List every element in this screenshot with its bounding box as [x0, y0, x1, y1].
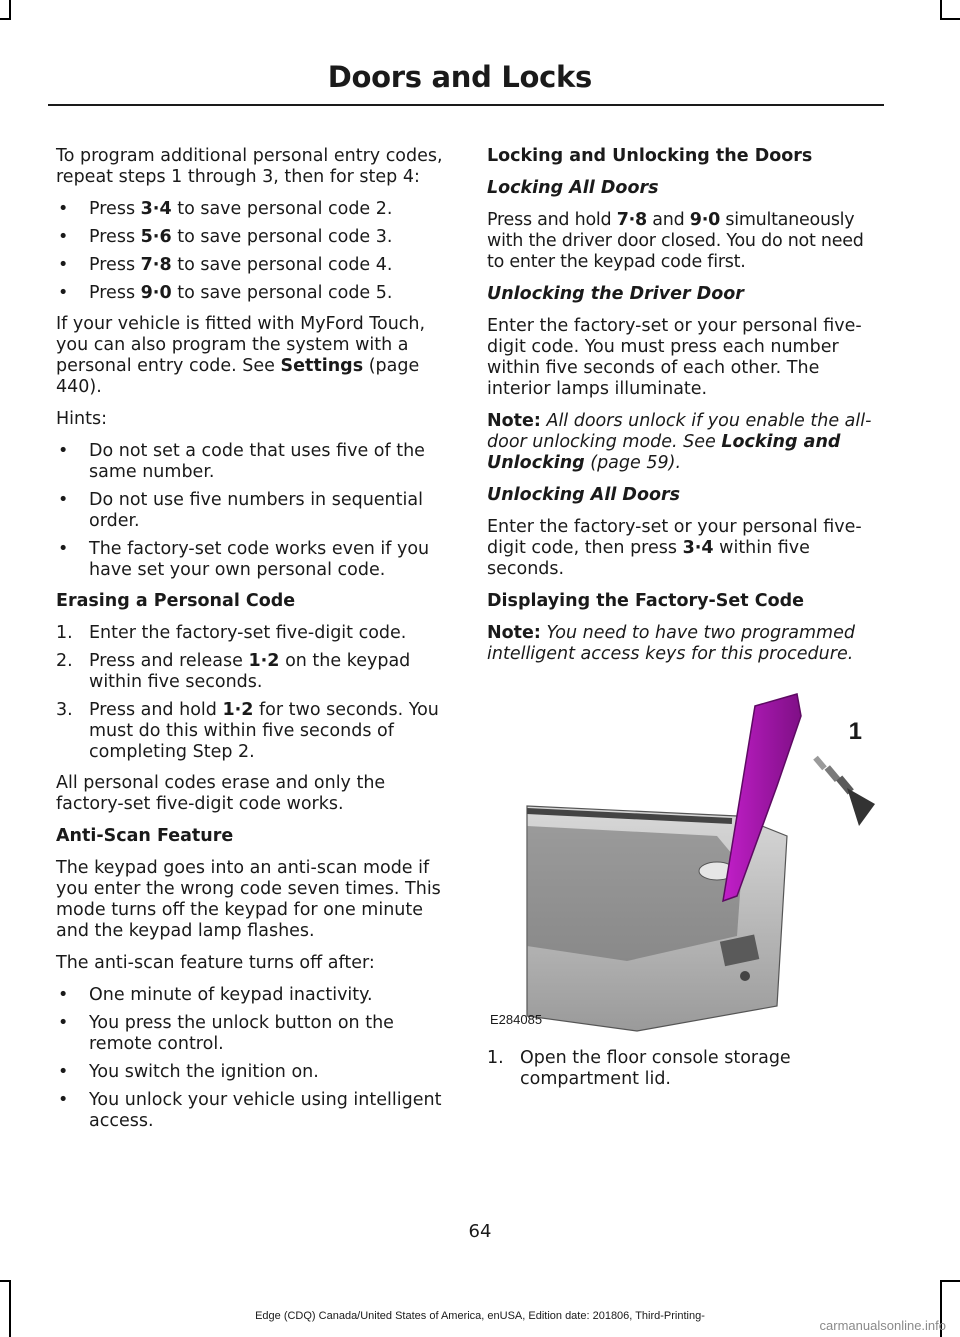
watermark: carmanualsonline.info — [819, 1318, 946, 1333]
item-text: Open the floor console storage compartment lid. — [520, 1048, 791, 1089]
step-number: 1. — [487, 1048, 504, 1068]
item-text: to save personal code 4. — [171, 255, 393, 275]
erase-heading: Erasing a Personal Code — [56, 591, 296, 611]
item-text: Press and hold — [89, 700, 223, 720]
figure-code: E284085 — [490, 1012, 543, 1027]
display-heading: Displaying the Factory-Set Code — [487, 591, 804, 611]
item-text: on the keypad within five seconds. — [89, 651, 411, 692]
header-rule — [48, 104, 884, 106]
note-2 — [487, 623, 882, 665]
key-label: 9·0 — [140, 283, 172, 303]
item-text: Do not set a code that uses five of the same number. — [89, 441, 425, 482]
bullet: • — [58, 539, 69, 559]
bullet: • — [58, 490, 69, 510]
item-text: Press — [89, 227, 141, 247]
unlock-all-text — [487, 517, 882, 580]
bullet: • — [58, 985, 69, 1005]
list-item — [56, 283, 448, 304]
list-item — [56, 227, 448, 248]
power-socket — [740, 971, 750, 981]
note-text: All doors unlock if you enable the all-door unlocking mode. See — [487, 411, 872, 452]
paragraph-text: simultaneously with the driver door closed. You do not need to enter the keypad code first. — [487, 210, 864, 272]
item-text: Press — [89, 199, 141, 219]
step-item — [487, 1048, 882, 1090]
item-text: to save personal code 2. — [171, 199, 393, 219]
key-label: 7·8 — [140, 255, 172, 275]
crop-mark-bottom-left-h — [0, 1280, 11, 1282]
list-item — [56, 441, 448, 483]
item-text: You unlock your vehicle using intelligent access. — [89, 1090, 442, 1131]
intro-text: To program additional personal entry codes, repeat steps 1 through 3, then for step 4: — [56, 146, 443, 187]
locking-unlocking-link[interactable]: Locking and Unlocking — [487, 432, 841, 473]
item-text: Press — [89, 283, 141, 303]
unlock-driver-heading: Unlocking the Driver Door — [487, 284, 744, 304]
bullet: • — [58, 1062, 69, 1082]
crop-mark-top-left-h — [0, 18, 11, 20]
paragraph-text: Press and hold — [487, 210, 617, 230]
paragraph-text: and — [646, 210, 690, 230]
antiscan-after: The anti-scan feature turns off after: — [56, 953, 375, 973]
footer-edition: Edge (CDQ) Canada/United States of America, enUSA, Edition date: 201806, Third-Printing- — [255, 1310, 705, 1322]
step-item — [56, 623, 448, 644]
key-label: 5·6 — [140, 227, 172, 247]
storage-bin — [527, 826, 742, 961]
key-label: 1·2 — [222, 700, 254, 720]
lock-all-heading: Locking All Doors — [487, 178, 659, 198]
item-text: The factory-set code works even if you have set your own personal code. — [89, 539, 430, 580]
key-label: 9·0 — [689, 210, 721, 230]
item-text: You switch the ignition on. — [89, 1062, 319, 1082]
list-item — [56, 539, 448, 581]
note-label: Note: — [487, 623, 541, 643]
bullet: • — [58, 1013, 69, 1033]
item-text: One minute of keypad inactivity. — [89, 985, 373, 1005]
page-ref: (page 440). — [56, 356, 420, 397]
page-ref: (page 59). — [584, 453, 682, 473]
key-label: 3·4 — [140, 199, 172, 219]
press-list — [56, 199, 448, 304]
right-column — [487, 146, 882, 1100]
crop-mark-top-right-h — [940, 18, 960, 20]
bullet: • — [58, 441, 69, 461]
page-title: Doors and Locks — [327, 60, 592, 94]
erase-steps — [56, 623, 448, 763]
console-lid-figure — [487, 676, 882, 1034]
step-number: 3. — [56, 700, 73, 720]
step-item — [56, 651, 448, 693]
paragraph-text: If your vehicle is fitted with MyFord Touch, you can also program the system with a personal entry code. See — [56, 314, 426, 376]
list-item — [56, 490, 448, 532]
lock-heading: Locking and Unlocking the Doors — [487, 146, 813, 166]
item-text: to save personal code 5. — [171, 283, 393, 303]
display-steps — [487, 1048, 882, 1090]
myford-paragraph — [56, 314, 448, 398]
key-label: 1·2 — [248, 651, 280, 671]
bullet: • — [58, 1090, 69, 1110]
item-text: Do not use five numbers in sequential order. — [89, 490, 423, 531]
list-item — [56, 1090, 448, 1132]
left-column — [56, 146, 448, 1142]
list-item — [56, 255, 448, 276]
crop-mark-top-right-v — [940, 0, 942, 20]
hints-label: Hints: — [56, 409, 107, 429]
list-item — [56, 1062, 448, 1083]
unlock-all-heading: Unlocking All Doors — [487, 485, 681, 505]
list-item — [56, 985, 448, 1006]
item-text: Press — [89, 255, 141, 275]
step-number: 2. — [56, 651, 73, 671]
note-text: You need to have two programmed intelligent access keys for this procedure. — [487, 623, 855, 664]
console-illustration — [487, 676, 882, 1034]
page-number: 64 — [468, 1221, 492, 1242]
paragraph-text: Enter the factory-set or your personal five-digit code, then press — [487, 517, 862, 558]
settings-link[interactable]: Settings — [280, 356, 364, 376]
unlock-driver-text: Enter the factory-set or your personal five-digit code. You must press each number within five seconds of each other. The interior lamps illuminate. — [487, 316, 862, 399]
key-label: 7·8 — [616, 210, 647, 230]
bullet: • — [58, 199, 69, 219]
bullet: • — [58, 255, 69, 275]
callout-number: 1 — [848, 718, 862, 745]
paragraph-text: within five seconds. — [487, 538, 810, 579]
crop-mark-top-left-v — [9, 0, 11, 20]
note-1 — [487, 411, 882, 474]
item-text: to save personal code 3. — [171, 227, 393, 247]
antiscan-list — [56, 985, 448, 1132]
key-label: 3·4 — [682, 538, 714, 558]
bullet: • — [58, 283, 69, 303]
item-text: for two seconds. You must do this within five seconds of completing Step 2. — [89, 700, 439, 762]
crop-mark-bottom-left-v — [9, 1280, 11, 1337]
note-label: Note: — [487, 411, 541, 431]
list-item — [56, 1013, 448, 1055]
item-text: Press and release — [89, 651, 249, 671]
antiscan-text: The keypad goes into an anti-scan mode if you enter the wrong code seven times. This mode turns off the keypad for one minute and the keypad lamp flashes. — [56, 858, 441, 941]
bullet: • — [58, 227, 69, 247]
item-text: Enter the factory-set five-digit code. — [89, 623, 407, 643]
step-number: 1. — [56, 623, 73, 643]
erase-result: All personal codes erase and only the factory-set five-digit code works. — [56, 773, 386, 814]
crop-mark-bottom-right-h — [940, 1280, 960, 1282]
item-text: You press the unlock button on the remote control. — [89, 1013, 394, 1054]
hints-list — [56, 441, 448, 581]
antiscan-heading: Anti-Scan Feature — [56, 826, 234, 846]
step-item — [56, 700, 448, 763]
list-item — [56, 199, 448, 220]
lock-all-text — [487, 210, 882, 273]
